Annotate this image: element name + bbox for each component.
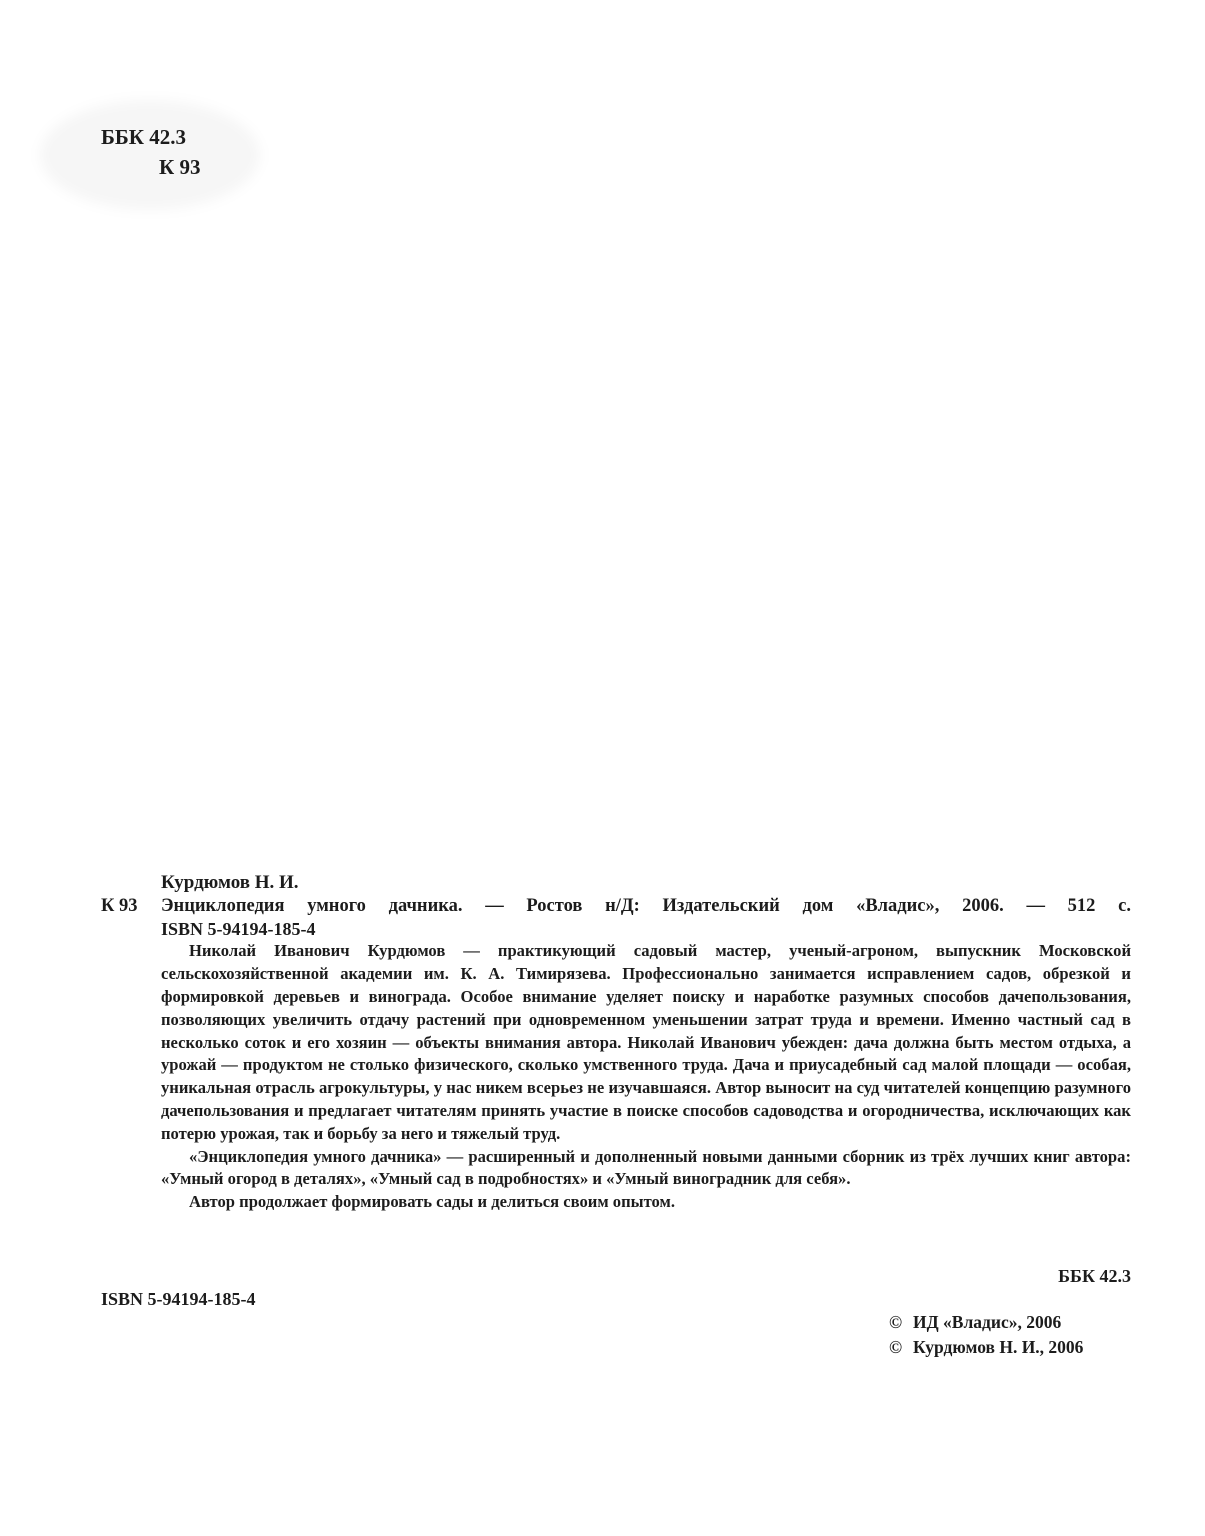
card-annotation: [161, 940, 1131, 1214]
copyright-symbol: ©: [889, 1337, 903, 1357]
annotation-paragraph: «Энциклопедия умного дачника» — расширенный и дополненный новыми данными сборник из трёх лучших книг автора: «Умный огород в деталях», «Умный сад в подробностях» и «Умный виноградник для себя».: [161, 1146, 1131, 1189]
isbn-bottom: ISBN 5-94194-185-4: [101, 1289, 256, 1309]
bbk-classification-header: [101, 122, 200, 182]
copyright-author: Курдюмов Н. И., 2006: [913, 1337, 1084, 1357]
annotation-paragraph: Николай Иванович Курдюмов — практикующий садовый мастер, ученый-агроном, выпускник Московской сельскохозяйственной академии им. К. А. Тимирязева. Профессионально занимается исправлением садов, обрезкой и формировкой деревьев и винограда. Особое внимание уделяет поиску и наработке разумных способов дачепользования, позволяющих увеличить отдачу растений при одновременном уменьшении затрат труда и времени. Именно частный сад в несколько соток и его хозяин — объекты внимания автора. Николай Иванович убежден: дача должна быть местом отдыха, а урожай — продуктом не столько физического, сколько умственного труда. Дача и приусадебный сад малой площади — особая, уникальная отрасль агрокультуры, у нас никем всерьез не изучавшаяся. Автор выносит на суд читателей концепцию разумного дачепользования и предлагает читателям принять участие в поиске способов садоводства и огородничества, исключающих как потерю урожая, так и борьбу за него и тяжелый труд.: [161, 941, 1131, 1143]
card-title-line: [101, 895, 1131, 918]
author-mark: К 93: [159, 155, 201, 179]
card-author-mark: К 93: [101, 895, 138, 916]
copyright-symbol: ©: [889, 1312, 903, 1332]
copyright-publisher: ИД «Владис», 2006: [913, 1312, 1062, 1332]
copyright-line: [889, 1310, 1083, 1335]
bbk-code-right: ББК 42.3: [1058, 1266, 1131, 1286]
copyright-line: [889, 1335, 1083, 1360]
annotation-paragraph: Автор продолжает формировать сады и делиться своим опытом.: [189, 1192, 675, 1212]
bbk-code: ББК 42.3: [101, 125, 186, 149]
copyright-block: [889, 1310, 1083, 1360]
card-isbn: ISBN 5-94194-185-4: [161, 918, 316, 939]
catalog-card: [101, 872, 1131, 1214]
card-author: Курдюмов Н. И.: [161, 872, 299, 893]
card-bibliographic-description: Энциклопедия умного дачника. — Ростов н/Д: Издательский дом «Владис», 2006. — 512 с.: [161, 895, 1131, 916]
